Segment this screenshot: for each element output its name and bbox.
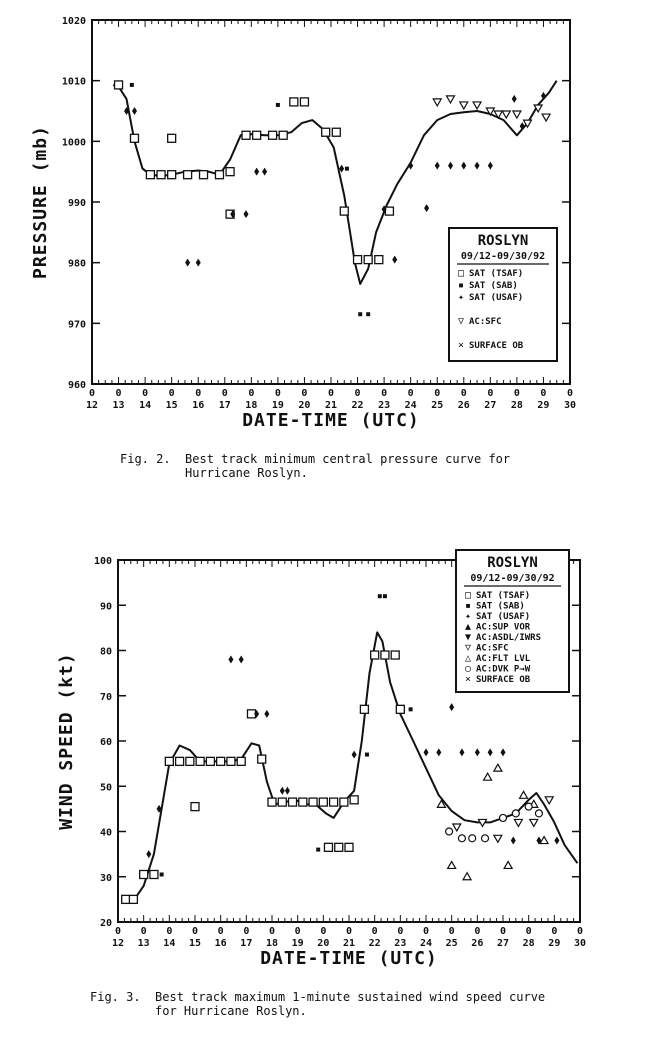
wind-x-axis-label: DATE-TIME (UTC) [260, 948, 438, 969]
pressure-xtick-sub: 0 [460, 388, 467, 399]
wind-legend-symbol: □ [464, 590, 472, 601]
pressure-point-usaf [541, 92, 546, 100]
pressure-xtick-sub: 0 [540, 388, 547, 399]
pressure-xtick-label: 14 [139, 400, 152, 411]
pressure-xtick-label: 16 [192, 400, 205, 411]
wind-xtick-label: 26 [471, 938, 484, 949]
pressure-xtick-label: 23 [378, 400, 391, 411]
wind-point-usaf [501, 748, 506, 756]
wind-point-tsaf [330, 798, 338, 806]
pressure-point-usaf [392, 256, 397, 264]
wind-point-usaf [436, 748, 441, 756]
wind-point-sab [383, 594, 387, 598]
wind-point-tsaf [319, 798, 327, 806]
pressure-legend-symbol: × [457, 340, 465, 351]
pressure-point-tsaf [226, 168, 234, 176]
pressure-point-sab [366, 312, 370, 316]
wind-point-tsaf [278, 798, 286, 806]
wind-xtick-sub: 0 [499, 926, 507, 937]
pressure-xtick-label: 25 [431, 400, 444, 411]
wind-legend-title: ROSLYN [487, 555, 538, 571]
pressure-xtick-label: 29 [537, 400, 550, 411]
wind-xtick-label: 19 [291, 938, 304, 949]
wind-point-dvk [482, 835, 489, 842]
wind-legend-label: AC:FLT LVL [476, 654, 531, 664]
pressure-legend-label: SAT (TSAF) [469, 269, 524, 279]
wind-point-usaf [449, 703, 454, 711]
pressure-point-usaf [461, 162, 466, 170]
pressure-legend-symbol: ✦ [457, 292, 465, 303]
wind-point-tsaf [289, 798, 297, 806]
pressure-point-sab [130, 83, 134, 87]
pressure-point-tsaf [242, 131, 250, 139]
pressure-point-sfc [447, 96, 455, 103]
pressure-xtick-label: 13 [112, 400, 125, 411]
wind-xtick-label: 20 [317, 938, 330, 949]
wind-xtick-label: 17 [240, 938, 253, 949]
wind-xtick-label: 29 [548, 938, 561, 949]
pressure-xtick-label: 21 [324, 400, 338, 411]
wind-xtick-label: 30 [573, 938, 587, 949]
wind-legend-label: SAT (TSAF) [476, 591, 531, 601]
wind-caption: Fig. 3. Best track maximum 1-minute sustained wind speed curve for Hurricane Roslyn. [90, 990, 546, 1018]
pressure-xtick-sub: 0 [434, 388, 441, 399]
pressure-legend-dates: 09/12-09/30/92 [460, 251, 546, 262]
wind-point-flt-lvl [504, 861, 512, 868]
wind-xtick-label: 16 [214, 938, 227, 949]
wind-legend-label: AC:SFC [476, 643, 509, 654]
wind-point-sab [365, 753, 369, 757]
wind-ytick-label: 30 [99, 872, 112, 884]
pressure-ytick-label: 1010 [61, 76, 86, 88]
wind-point-tsaf [140, 870, 148, 878]
pressure-point-tsaf [322, 128, 330, 136]
wind-xtick-sub: 0 [474, 926, 481, 937]
wind-point-tsaf [122, 895, 130, 903]
pressure-point-sfc [542, 114, 550, 121]
wind-legend-symbol: × [464, 674, 472, 685]
pressure-ytick-label: 980 [67, 258, 86, 270]
pressure-xtick-label: 22 [351, 400, 364, 411]
wind-point-tsaf [129, 895, 137, 903]
wind-point-dvk [500, 814, 507, 821]
wind-point-usaf [228, 656, 233, 664]
pressure-point-tsaf [253, 131, 261, 139]
wind-xtick-sub: 0 [166, 926, 173, 937]
pressure-point-tsaf [279, 131, 287, 139]
pressure-xtick-sub: 0 [221, 388, 228, 399]
wind-point-tsaf [165, 757, 173, 765]
pressure-chart [0, 0, 672, 460]
pressure-point-sfc [460, 102, 468, 109]
wind-point-tsaf [345, 843, 353, 851]
pressure-legend-label: SURFACE OB [469, 341, 524, 351]
wind-point-flt-lvl [463, 873, 471, 880]
pressure-legend-symbol: ▽ [457, 316, 465, 327]
wind-xtick-sub: 0 [268, 926, 276, 937]
pressure-point-tsaf [168, 134, 176, 142]
pressure-point-tsaf [290, 98, 298, 106]
pressure-xtick-label: 27 [484, 400, 497, 411]
wind-point-tsaf [268, 798, 276, 806]
wind-legend-label: SAT (USAF) [476, 612, 531, 622]
pressure-point-usaf [424, 204, 429, 212]
pressure-xtick-label: 24 [404, 400, 417, 411]
wind-ytick-label: 70 [99, 691, 112, 703]
wind-point-usaf [554, 837, 559, 845]
pressure-xtick-label: 20 [298, 400, 311, 411]
pressure-point-usaf [512, 95, 517, 103]
wind-point-usaf [146, 850, 151, 858]
wind-point-tsaf [186, 757, 194, 765]
wind-xtick-sub: 0 [345, 926, 353, 937]
wind-point-tsaf [396, 705, 404, 713]
wind-point-tsaf [309, 798, 317, 806]
pressure-point-tsaf [340, 207, 348, 215]
wind-xtick-label: 14 [163, 938, 176, 949]
pressure-point-sab [358, 312, 362, 316]
pressure-point-tsaf [364, 256, 372, 264]
wind-point-sfc [545, 797, 553, 804]
wind-point-tsaf [324, 843, 332, 851]
pressure-xtick-sub: 0 [407, 388, 414, 399]
pressure-point-tsaf [375, 256, 383, 264]
wind-xtick-sub: 0 [114, 926, 122, 937]
pressure-point-sfc [502, 111, 510, 118]
wind-point-sfc [494, 835, 502, 842]
pressure-x-axis-label: DATE-TIME (UTC) [242, 410, 420, 431]
wind-point-flt-lvl [540, 837, 548, 844]
wind-y-axis-label: WIND SPEED (kt) [56, 652, 77, 830]
wind-xtick-label: 22 [368, 938, 381, 949]
wind-ytick-label: 100 [93, 556, 112, 567]
pressure-xtick-sub: 0 [327, 388, 335, 399]
wind-point-dvk [535, 810, 542, 817]
pressure-point-usaf [132, 107, 137, 115]
wind-xtick-label: 12 [111, 938, 125, 949]
wind-point-tsaf [196, 757, 204, 765]
pressure-point-sab [345, 167, 349, 171]
wind-point-sab [409, 707, 413, 711]
pressure-xtick-sub: 0 [195, 388, 202, 399]
wind-legend-symbol: ▲ [464, 621, 472, 633]
pressure-xtick-sub: 0 [88, 388, 96, 399]
wind-legend-symbol: ✦ [464, 611, 472, 622]
wind-xtick-sub: 0 [371, 926, 378, 937]
wind-xtick-label: 13 [137, 938, 150, 949]
wind-point-sab [316, 848, 320, 852]
wind-legend-dates: 09/12-09/30/92 [470, 573, 555, 584]
wind-ytick-label: 20 [99, 918, 112, 929]
wind-xtick-sub: 0 [551, 926, 558, 937]
wind-xtick-label: 18 [265, 938, 279, 949]
wind-point-dvk [458, 835, 465, 842]
pressure-legend-symbol: ▪ [457, 280, 465, 291]
wind-point-usaf [280, 787, 285, 795]
wind-legend-label: SAT (SAB) [476, 601, 525, 612]
pressure-ytick-label: 990 [67, 198, 86, 209]
wind-point-sab [160, 872, 164, 876]
pressure-xtick-label: 30 [563, 400, 577, 411]
pressure-xtick-sub: 0 [354, 388, 361, 399]
pressure-point-tsaf [168, 171, 176, 179]
wind-xtick-label: 24 [419, 938, 433, 949]
pressure-point-tsaf [332, 128, 340, 136]
wind-xtick-sub: 0 [243, 926, 250, 937]
pressure-y-axis-label: PRESSURE (mb) [30, 125, 51, 279]
pressure-xtick-sub: 0 [274, 388, 281, 399]
pressure-xtick-sub: 0 [115, 388, 122, 399]
wind-point-tsaf [237, 757, 245, 765]
pressure-point-usaf [244, 210, 249, 218]
wind-ytick-label: 60 [99, 737, 112, 748]
pressure-xtick-sub: 0 [487, 388, 494, 399]
wind-chart [0, 530, 672, 1000]
wind-point-usaf [285, 787, 290, 795]
wind-point-tsaf [340, 798, 348, 806]
wind-xtick-label: 21 [342, 938, 356, 949]
wind-xtick-sub: 0 [320, 926, 327, 937]
wind-point-tsaf [150, 870, 158, 878]
pressure-xtick-label: 17 [218, 400, 231, 411]
wind-point-sab [378, 594, 382, 598]
pressure-xtick-sub: 0 [142, 388, 149, 399]
wind-legend-label: AC:SUP VOR [476, 622, 531, 633]
pressure-point-sfc [513, 111, 521, 118]
wind-xtick-sub: 0 [294, 926, 301, 937]
wind-xtick-sub: 0 [140, 926, 147, 937]
pressure-ytick-label: 970 [67, 319, 86, 331]
pressure-xtick-label: 26 [457, 400, 470, 411]
pressure-xtick-label: 15 [165, 400, 178, 411]
pressure-point-tsaf [385, 207, 393, 215]
wind-point-usaf [424, 748, 429, 756]
pressure-xtick-sub: 0 [301, 388, 308, 399]
wind-point-sfc [530, 819, 538, 826]
wind-legend-symbol: ▪ [464, 600, 472, 612]
wind-legend-label: AC:DVK P→W [476, 664, 531, 675]
wind-point-tsaf [227, 757, 235, 765]
pressure-xtick-label: 12 [85, 400, 99, 411]
pressure-legend-label: SAT (USAF) [469, 293, 524, 303]
wind-legend-symbol: △ [464, 653, 472, 664]
wind-xtick-sub: 0 [422, 926, 430, 937]
wind-point-sfc [453, 824, 461, 831]
wind-point-dvk [525, 803, 532, 810]
pressure-point-sab [276, 103, 280, 107]
wind-point-flt-lvl [448, 861, 456, 868]
wind-xtick-sub: 0 [448, 926, 455, 937]
pressure-xtick-label: 18 [245, 400, 258, 411]
wind-point-tsaf [381, 651, 389, 659]
pressure-point-tsaf [130, 134, 138, 142]
pressure-point-tsaf [354, 256, 362, 264]
wind-point-usaf [511, 837, 516, 845]
wind-xtick-label: 15 [188, 938, 202, 949]
pressure-point-usaf [475, 162, 480, 170]
pressure-point-tsaf [115, 81, 123, 89]
pressure-xtick-label: 19 [271, 400, 284, 411]
pressure-point-tsaf [215, 171, 223, 179]
pressure-point-usaf [262, 168, 267, 176]
wind-xtick-sub: 0 [576, 926, 584, 937]
wind-ytick-label: 40 [99, 827, 112, 839]
wind-point-tsaf [335, 843, 343, 851]
wind-legend-symbol: ○ [464, 663, 472, 675]
pressure-xtick-label: 28 [510, 400, 523, 411]
pressure-legend-label: AC:SFC [469, 317, 502, 327]
pressure-point-usaf [196, 259, 201, 267]
wind-point-usaf [488, 748, 493, 756]
pressure-xtick-sub: 0 [513, 388, 520, 399]
pressure-legend-label: SAT (SAB) [469, 281, 518, 291]
wind-xtick-sub: 0 [191, 926, 199, 937]
wind-point-usaf [352, 751, 357, 759]
pressure-ytick-label: 1000 [61, 137, 86, 149]
wind-xtick-label: 28 [522, 938, 535, 949]
wind-point-tsaf [258, 755, 266, 763]
pressure-point-tsaf [300, 98, 308, 106]
pressure-point-usaf [185, 259, 190, 267]
wind-xtick-sub: 0 [397, 926, 404, 937]
wind-legend-symbol: ▼ [464, 632, 472, 643]
wind-xtick-sub: 0 [217, 926, 224, 937]
pressure-legend-title: ROSLYN [477, 233, 529, 249]
pressure-point-tsaf [200, 171, 208, 179]
wind-xtick-label: 27 [496, 938, 510, 949]
wind-legend-label: SURFACE OB [476, 675, 531, 685]
pressure-point-usaf [448, 162, 453, 170]
pressure-point-usaf [520, 122, 525, 130]
wind-point-usaf [475, 748, 480, 756]
pressure-xtick-sub: 0 [381, 388, 388, 399]
pressure-caption: Fig. 2. Best track minimum central pressure curve for Hurricane Roslyn. [120, 452, 511, 480]
pressure-ytick-label: 960 [67, 380, 86, 391]
wind-point-dvk [446, 828, 453, 835]
pressure-xtick-sub: 0 [168, 388, 175, 399]
wind-point-tsaf [350, 796, 358, 804]
pressure-point-tsaf [146, 171, 154, 179]
pressure-point-tsaf [269, 131, 277, 139]
wind-xtick-label: 23 [394, 938, 407, 949]
wind-point-tsaf [176, 757, 184, 765]
wind-point-flt-lvl [520, 791, 528, 798]
pressure-point-tsaf [157, 171, 165, 179]
wind-ytick-label: 50 [99, 782, 112, 794]
wind-point-flt-lvl [494, 764, 502, 771]
wind-point-tsaf [299, 798, 307, 806]
wind-point-tsaf [191, 803, 199, 811]
wind-point-tsaf [391, 651, 399, 659]
pressure-point-usaf [254, 168, 259, 176]
pressure-ytick-label: 1020 [61, 16, 86, 27]
wind-xtick-sub: 0 [525, 926, 532, 937]
wind-point-tsaf [206, 757, 214, 765]
wind-ytick-label: 90 [99, 601, 112, 613]
wind-legend-label: AC:ASDL/IWRS [476, 633, 542, 643]
pressure-point-sfc [473, 102, 481, 109]
pressure-point-usaf [408, 162, 413, 170]
pressure-xtick-sub: 0 [566, 388, 574, 399]
pressure-point-tsaf [184, 171, 192, 179]
wind-point-tsaf [371, 651, 379, 659]
pressure-point-usaf [435, 162, 440, 170]
wind-point-sfc [514, 819, 522, 826]
wind-point-usaf [459, 748, 464, 756]
wind-point-tsaf [360, 705, 368, 713]
pressure-point-sfc [433, 99, 441, 106]
pressure-legend-symbol: □ [457, 268, 465, 279]
wind-legend-symbol: ▽ [464, 642, 472, 654]
pressure-xtick-sub: 0 [248, 388, 255, 399]
wind-ytick-label: 80 [99, 646, 112, 658]
wind-point-usaf [264, 710, 269, 718]
wind-point-tsaf [217, 757, 225, 765]
wind-point-dvk [512, 810, 519, 817]
wind-point-usaf [239, 656, 244, 664]
wind-xtick-label: 25 [445, 938, 458, 949]
pressure-point-usaf [488, 162, 493, 170]
wind-point-flt-lvl [484, 773, 492, 780]
wind-point-dvk [469, 835, 476, 842]
